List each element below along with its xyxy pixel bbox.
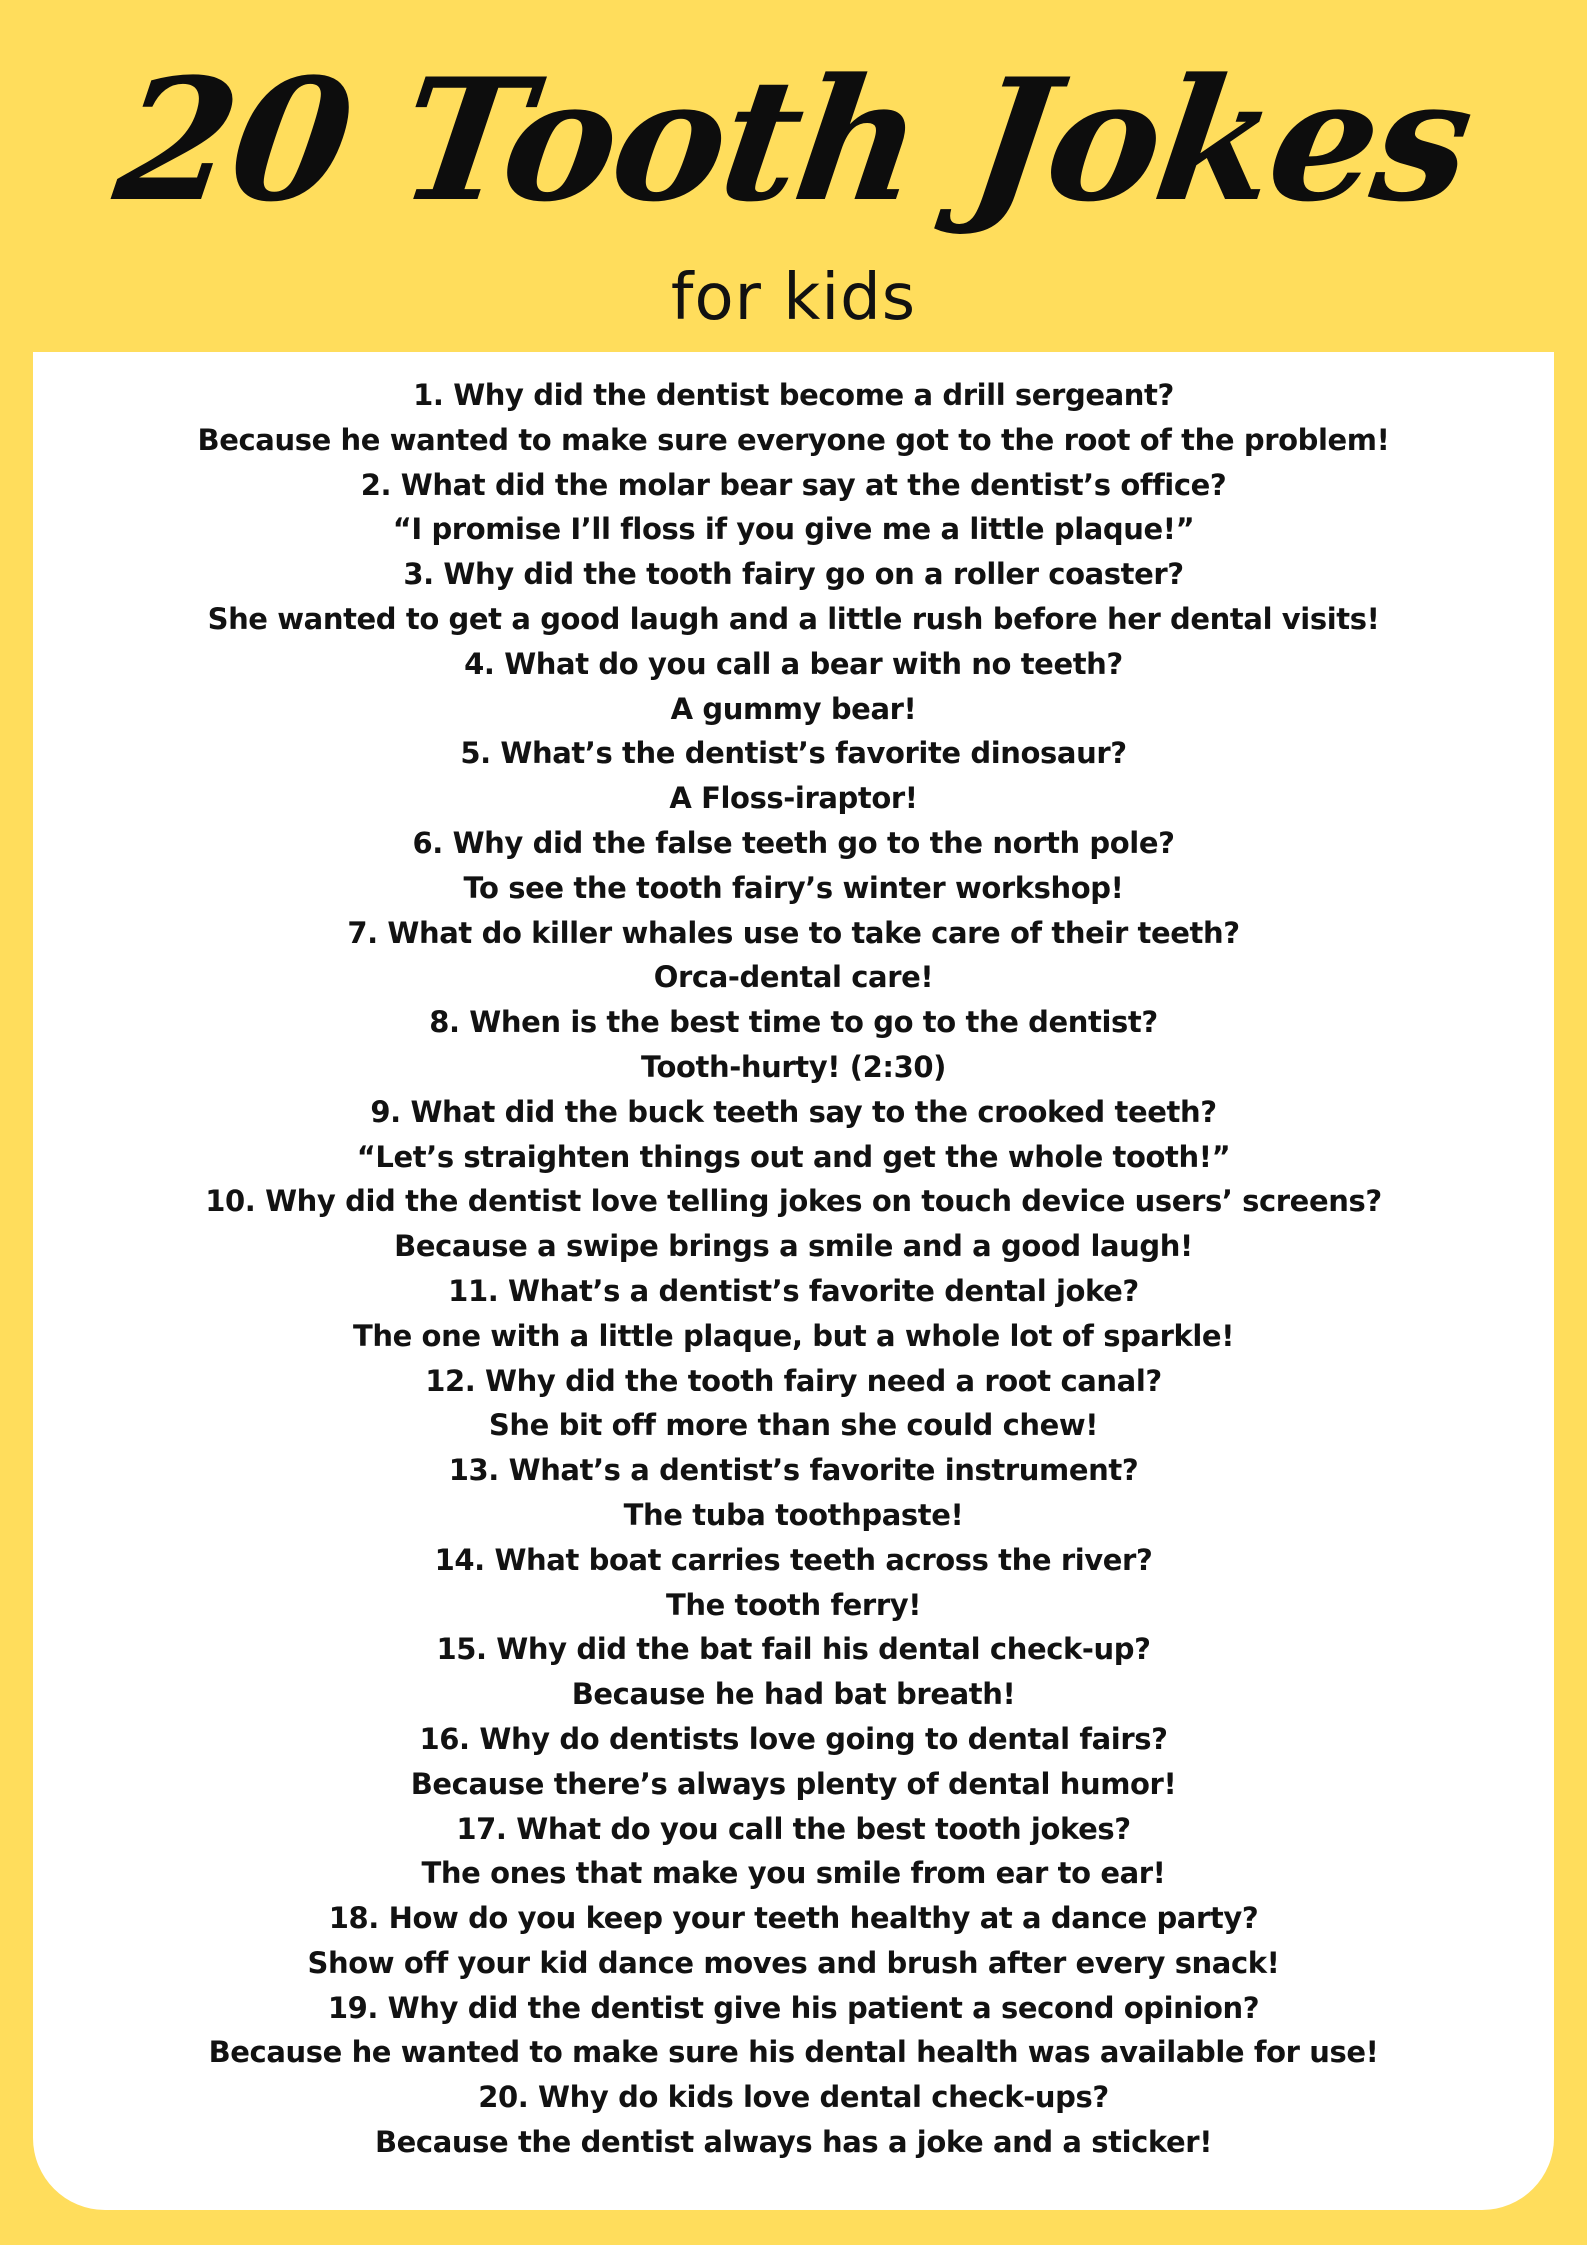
- joke-question: 1. Why did the dentist become a drill sergeant?: [413, 378, 1174, 412]
- joke-question: 2. What did the molar bear say at the dentist’s office?: [360, 467, 1227, 502]
- joke-question: 7. What do killer whales use to take care of their teeth?: [347, 915, 1240, 950]
- joke-question: 16. Why do dentists love going to dental fairs?: [419, 1721, 1168, 1756]
- joke-answer: Orca-dental care!: [653, 960, 934, 995]
- joke-answer: The one with a little plaque, but a whole lot of sparkle!: [352, 1318, 1235, 1353]
- joke-question: 19. Why did the dentist give his patient a second opinion?: [327, 1990, 1260, 2025]
- page-subtitle: for kids: [670, 261, 917, 335]
- joke-question: 4. What do you call a bear with no teeth?: [464, 646, 1123, 681]
- jokes-list: [33, 373, 1554, 2165]
- joke-question: 17. What do you call the best tooth jokes?: [456, 1811, 1131, 1846]
- joke-question: 18. How do you keep your teeth healthy at a dance party?: [328, 1901, 1259, 1936]
- joke-question: 9. What did the buck teeth say to the crooked teeth?: [370, 1094, 1217, 1129]
- joke-question: 8. When is the best time to go to the dentist?: [429, 1005, 1158, 1040]
- joke-question: 6. Why did the false teeth go to the north pole?: [412, 825, 1175, 860]
- joke-answer: Because he had bat breath!: [571, 1677, 1016, 1712]
- joke-answer: To see the tooth fairy’s winter workshop!: [463, 870, 1124, 905]
- page-title: 20 Tooth Jokes: [105, 41, 1482, 239]
- joke-answer: Because he wanted to make sure everyone got to the root of the problem!: [197, 422, 1390, 457]
- joke-question: 15. Why did the bat fail his dental check-up?: [436, 1632, 1151, 1667]
- joke-answer: She wanted to get a good laugh and a little rush before her dental visits!: [207, 601, 1380, 636]
- joke-answer: Tooth-hurty! (2:30): [640, 1049, 947, 1084]
- joke-question: 13. What’s a dentist’s favorite instrument?: [448, 1453, 1139, 1488]
- joke-answer: The tuba toothpaste!: [623, 1497, 964, 1532]
- joke-answer: The tooth ferry!: [665, 1587, 922, 1622]
- joke-answer: “I promise I’ll floss if you give me a little plaque!”: [392, 512, 1195, 547]
- joke-answer: Because a swipe brings a smile and a good laugh!: [394, 1229, 1193, 1264]
- joke-question: 10. Why did the dentist love telling jokes on touch device users’ screens?: [205, 1184, 1382, 1219]
- joke-answer: The ones that make you smile from ear to ear!: [421, 1856, 1166, 1891]
- joke-question: 11. What’s a dentist’s favorite dental joke?: [448, 1273, 1139, 1308]
- joke-answer: Because there’s always plenty of dental humor!: [410, 1766, 1177, 1801]
- joke-question: 20. Why do kids love dental check-ups?: [478, 2080, 1109, 2115]
- joke-answer: A Floss-iraptor!: [669, 781, 918, 816]
- joke-answer: Show off your kid dance moves and brush after every snack!: [307, 1945, 1280, 1980]
- joke-answer: She bit off more than she could chew!: [488, 1408, 1099, 1443]
- joke-question: 12. Why did the tooth fairy need a root canal?: [425, 1363, 1162, 1398]
- joke-answer: A gummy bear!: [670, 691, 917, 726]
- joke-answer: “Let’s straighten things out and get the whole tooth!”: [356, 1139, 1231, 1174]
- joke-question: 5. What’s the dentist’s favorite dinosaur?: [460, 736, 1127, 771]
- joke-question: 14. What boat carries teeth across the river?: [434, 1542, 1153, 1577]
- joke-question: 3. Why did the tooth fairy go on a roller coaster?: [403, 557, 1184, 592]
- joke-answer: Because he wanted to make sure his dental health was available for use!: [208, 2035, 1379, 2070]
- joke-answer: Because the dentist always has a joke and a sticker!: [374, 2125, 1213, 2160]
